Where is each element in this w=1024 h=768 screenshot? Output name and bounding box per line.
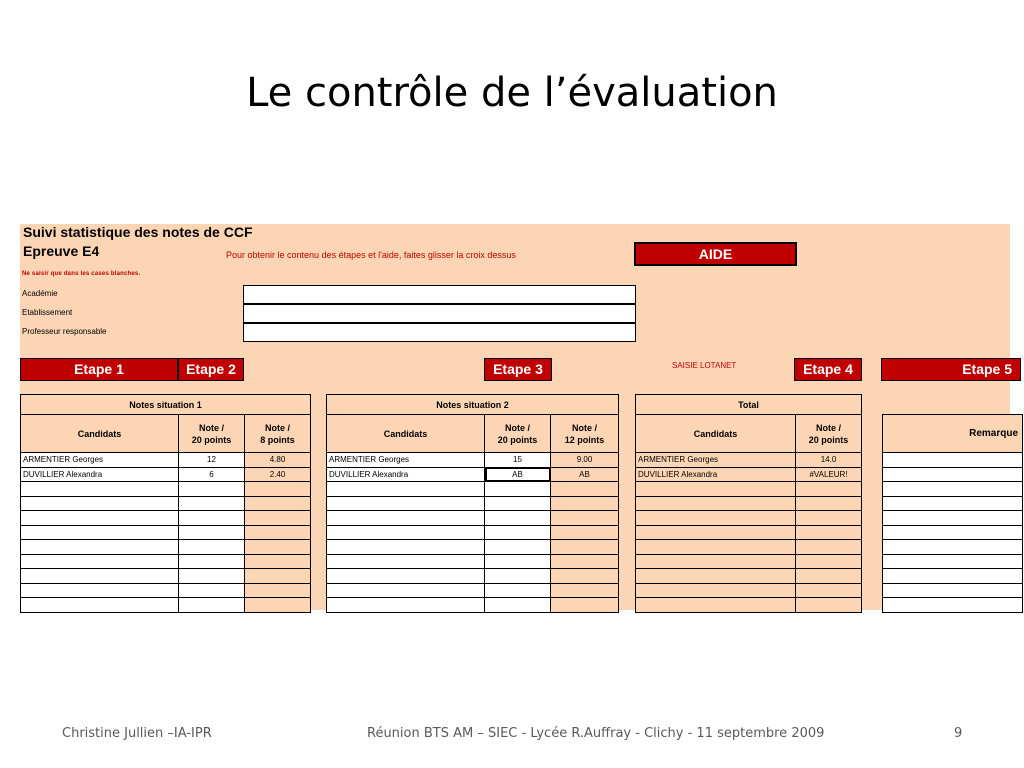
table-remarque: [882, 414, 1023, 613]
empty-rows-3: [636, 482, 862, 613]
selected-note-cell[interactable]: AB: [485, 467, 551, 482]
table-row: [21, 467, 311, 482]
academie-input[interactable]: [243, 285, 636, 304]
computed-cell: 9.00: [551, 453, 619, 468]
etablissement-input[interactable]: [243, 304, 636, 323]
professeur-label: Professeur responsable: [22, 327, 107, 336]
warning-text: Ne saisir que dans les cases blanches.: [22, 271, 141, 277]
note-cell[interactable]: 6: [179, 467, 245, 482]
aide-button[interactable]: AIDE: [634, 242, 797, 266]
table1-title: Notes situation 1: [21, 395, 311, 415]
etape-2-button[interactable]: Etape 2: [178, 358, 244, 381]
table-notes-situation-2: [326, 394, 619, 613]
total-cell: 14.0: [796, 453, 862, 468]
candidate-cell[interactable]: DUVILLIER Alexandra: [21, 467, 179, 482]
table1-header-note20: Note / 20 points: [179, 415, 245, 453]
etape-1-button[interactable]: Etape 1: [20, 358, 178, 381]
total-cell: #VALEUR!: [796, 467, 862, 482]
table-row: [636, 467, 862, 482]
table1-header-candidats: Candidats: [21, 415, 179, 453]
candidate-cell: ARMENTIER Georges: [636, 453, 796, 468]
table2-header-note12: Note / 12 points: [551, 415, 619, 453]
slide-title: Le contrôle de l’évaluation: [246, 70, 778, 116]
etape-4-button[interactable]: Etape 4: [794, 358, 862, 381]
footer-author: Christine Jullien –IA-IPR: [62, 726, 212, 741]
etape-5-button[interactable]: Etape 5: [881, 358, 1021, 381]
footer-event: Réunion BTS AM – SIEC - Lycée R.Auffray - Clichy - 11 septembre 2009: [367, 726, 825, 741]
empty-rows-1: [21, 482, 311, 613]
remarque-cell[interactable]: [883, 453, 1023, 468]
table-row: [327, 467, 619, 482]
candidate-cell: DUVILLIER Alexandra: [636, 467, 796, 482]
candidate-cell[interactable]: ARMENTIER Georges: [327, 453, 485, 468]
computed-cell: AB: [551, 467, 619, 482]
table2-header-candidats: Candidats: [327, 415, 485, 453]
candidate-cell[interactable]: ARMENTIER Georges: [21, 453, 179, 468]
table-total: [635, 394, 862, 613]
saisie-lotanet-label: SAISIE LOTANET: [672, 361, 737, 370]
candidate-cell[interactable]: DUVILLIER Alexandra: [327, 467, 485, 482]
table2-title: Notes situation 2: [327, 395, 619, 415]
instruction-text: Pour obtenir le contenu des étapes et l'aide, faites glisser la croix dessus: [226, 250, 516, 260]
professeur-input[interactable]: [243, 323, 636, 342]
note-cell[interactable]: 12: [179, 453, 245, 468]
table3-header-candidats: Candidats: [636, 415, 796, 453]
table1-header-note8: Note / 8 points: [245, 415, 311, 453]
note-cell[interactable]: 15: [485, 453, 551, 468]
academie-label: Académie: [22, 289, 58, 298]
table-row: [636, 453, 862, 468]
etape-3-button[interactable]: Etape 3: [484, 358, 552, 381]
empty-rows-2: [327, 482, 619, 613]
remarque-cell[interactable]: [883, 467, 1023, 482]
table2-header-note20: Note / 20 points: [485, 415, 551, 453]
computed-cell: 2.40: [245, 467, 311, 482]
table3-header-note20: Note / 20 points: [796, 415, 862, 453]
footer-page-number: 9: [954, 726, 963, 741]
sheet-title: Suivi statistique des notes de CCF: [23, 224, 253, 240]
table-row: [21, 453, 311, 468]
etablissement-label: Etablissement: [22, 308, 73, 317]
remarque-header: Remarque: [883, 415, 1023, 453]
table-row: [327, 453, 619, 468]
spreadsheet-view: [20, 224, 1018, 610]
table-notes-situation-1: [20, 394, 311, 613]
sheet-subtitle: Epreuve E4: [23, 243, 100, 259]
table3-title: Total: [636, 395, 862, 415]
computed-cell: 4.80: [245, 453, 311, 468]
